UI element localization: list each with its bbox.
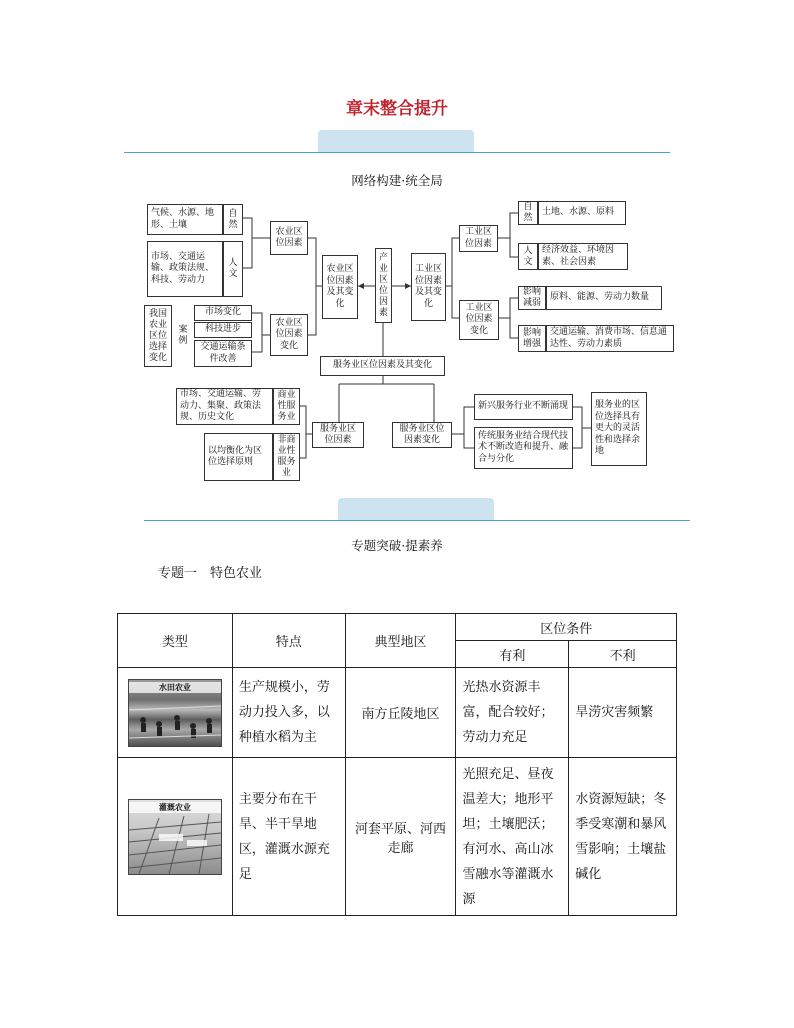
section-tab-decoration — [318, 130, 474, 152]
service-location-factors: 服务业区位因素 — [312, 422, 364, 448]
ind-natural-list: 土地、水源、原料 — [538, 201, 626, 225]
page-title: 章末整合提升 — [346, 99, 448, 119]
irrigation-photo-label: 灌溉农业 — [129, 802, 221, 813]
header-unfavorable: 不利 — [569, 641, 677, 668]
section-heading-topics: 专题突破·提素养 — [351, 538, 443, 553]
ind-human-list: 经济效益、环境因素、社会因素 — [538, 243, 628, 270]
header-type: 类型 — [118, 614, 233, 668]
section-tab-decoration-2 — [338, 498, 494, 520]
header-feature: 特点 — [232, 614, 345, 668]
traditional-service-upgrade: 传统服务业结合现代技术不断改造和提升、融合与分化 — [474, 427, 573, 469]
unfavorable-cell: 旱涝灾害频繁 — [569, 668, 677, 758]
commercial-service-factors: 市场、交通运输、劳动力、集聚、政策法规、历史文化 — [176, 388, 273, 425]
natural-label: 自然 — [223, 204, 243, 235]
header-location-conditions: 区位条件 — [456, 614, 677, 641]
topic-heading: 专题一 特色农业 — [158, 566, 263, 581]
human-factors-list: 市场、交通运输、政策法规、科技、劳动力 — [147, 241, 223, 297]
transport-improve-item: 交通运输条件改善 — [194, 340, 252, 367]
strengthen-factors: 交通运输、消费市场、信息通达性、劳动力素质 — [546, 325, 674, 352]
market-change-item: 市场变化 — [194, 305, 252, 321]
favorable-cell: 光热水资源丰富，配合较好；劳动力充足 — [456, 668, 569, 758]
case-china-agri-change: 我国农业区位选择变化 — [144, 305, 172, 367]
ind-factors-and-change: 工业区位因素及其变化 — [411, 253, 446, 321]
strengthen-label: 影响增强 — [518, 325, 546, 352]
feature-cell: 主要分布在干旱、半干旱地区，灌溉水源充足 — [232, 758, 345, 916]
commercial-service-label: 商业性服务业 — [273, 388, 300, 425]
weaken-factors: 原料、能源、劳动力数量 — [546, 286, 662, 310]
table-row — [118, 758, 677, 916]
service-flexibility-conclusion: 服务业的区位选择具有更大的灵活性和选择余地 — [591, 392, 647, 466]
agriculture-comparison-table — [117, 613, 677, 916]
ind-location-change: 工业区位因素变化 — [459, 300, 499, 340]
case-label: 案例 — [174, 305, 192, 367]
irrigation-field-photo — [128, 799, 222, 875]
noncommercial-service-principle: 以均衡化为区位选择原则 — [204, 433, 273, 481]
paddy-photo-label: 水田农业 — [129, 682, 221, 693]
agri-factors-and-change: 农业区位因素及其变化 — [322, 255, 358, 319]
natural-factors-list: 气候、水源、地形、土壤 — [147, 204, 223, 235]
table-row — [118, 668, 677, 758]
human-label: 人文 — [223, 241, 243, 297]
industry-location-factors-core: 产业区位因素 — [375, 248, 392, 323]
section-rule-2 — [144, 520, 690, 521]
new-service-industries: 新兴服务行业不断涌现 — [474, 394, 573, 420]
type-cell — [118, 668, 233, 758]
header-favorable: 有利 — [456, 641, 569, 668]
service-factors-and-change: 服务业区位因素及其变化 — [320, 356, 445, 376]
section-heading-network: 网络构建·统全局 — [351, 173, 443, 188]
paddy-field-photo — [128, 679, 222, 747]
feature-cell: 生产规模小，劳动力投入多，以种植水稻为主 — [232, 668, 345, 758]
type-cell — [118, 758, 233, 916]
noncommercial-service-label: 非商业性服务业 — [273, 433, 300, 481]
favorable-cell: 光照充足、昼夜温差大；地形平坦；土壤肥沃；有河水、高山冰雪融水等灌溉水源 — [456, 758, 569, 916]
ind-natural-label: 自然 — [518, 201, 538, 225]
agri-location-factors: 农业区位因素 — [270, 221, 308, 255]
section-rule — [124, 152, 670, 153]
weaken-label: 影响减弱 — [518, 286, 546, 310]
region-cell: 河套平原、河西走廊 — [345, 758, 456, 916]
tech-progress-item: 科技进步 — [194, 322, 252, 338]
region-cell: 南方丘陵地区 — [345, 668, 456, 758]
ind-location-factors: 工业区位因素 — [459, 225, 498, 252]
unfavorable-cell: 水资源短缺；冬季受寒潮和暴风雪影响；土壤盐碱化 — [569, 758, 677, 916]
ind-human-label: 人文 — [518, 243, 538, 270]
header-region: 典型地区 — [345, 614, 456, 668]
agri-location-change: 农业区位因素变化 — [270, 314, 308, 356]
service-location-change: 服务业区位因素变化 — [392, 422, 452, 448]
